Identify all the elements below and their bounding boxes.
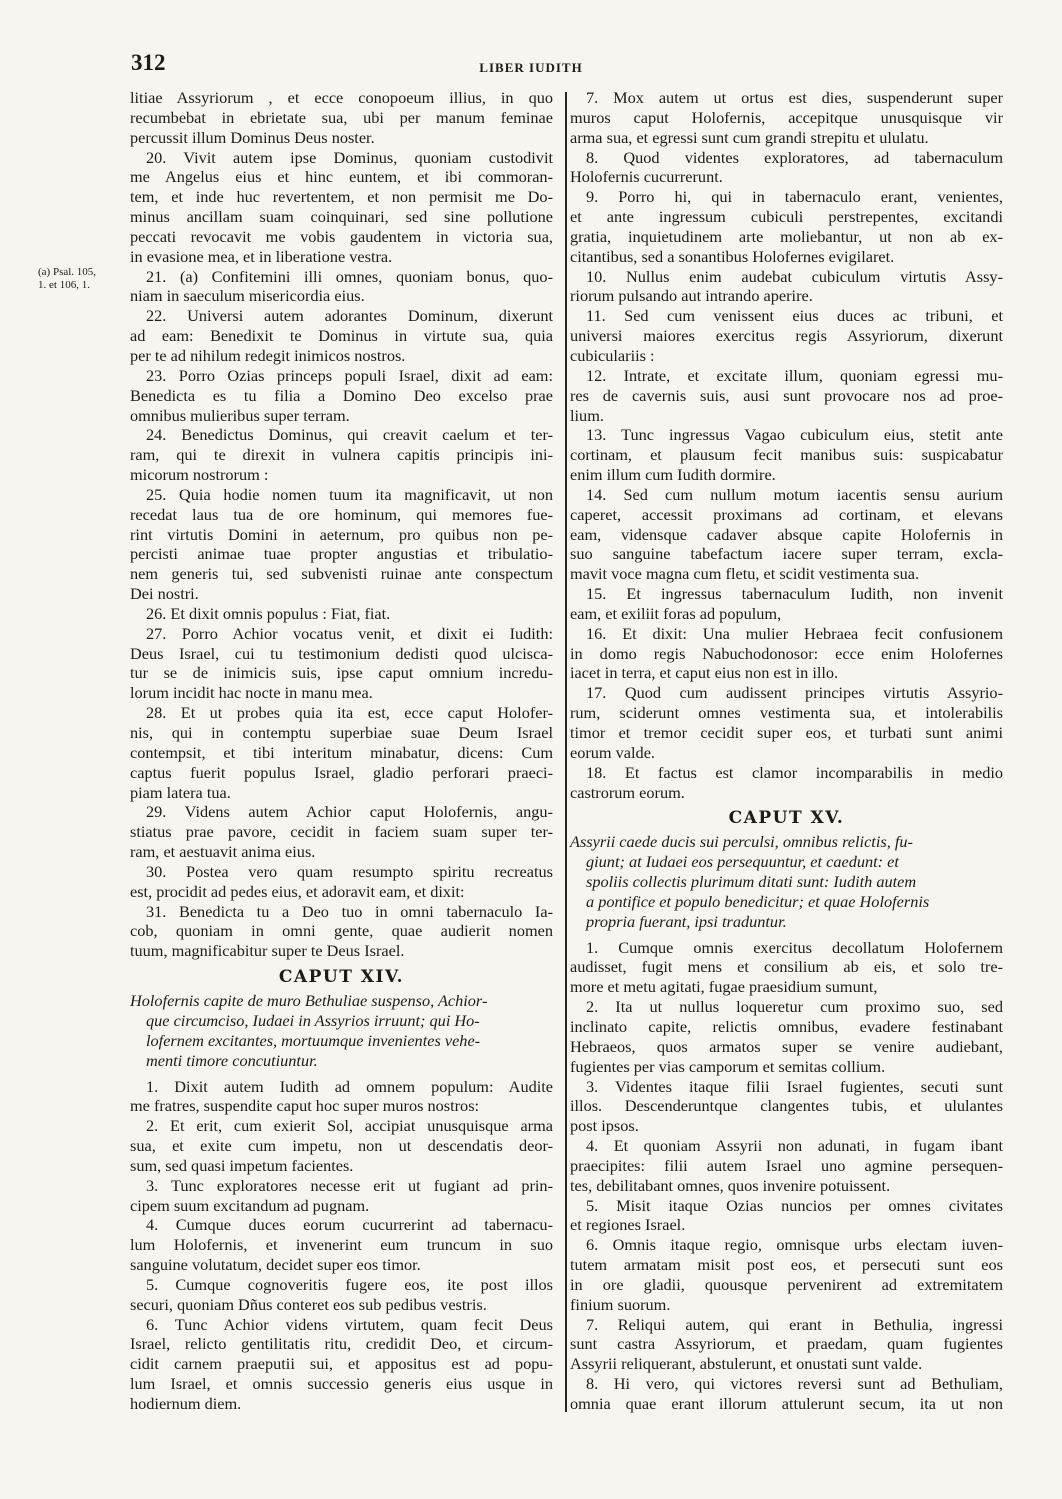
verse-paragraph — [130, 604, 553, 624]
text-line: suo sanguine tabefactum iacere super terram, excla- — [570, 544, 1003, 564]
text-line: more et metu agitati, fugae praesidium sumunt, — [570, 977, 878, 997]
chapter-heading: CAPUT XV. — [728, 808, 845, 829]
text-line: sunt castra Assyriorum, et praedam, quam fugientes — [570, 1334, 1003, 1354]
text-line: 23. Porro Ozias princeps populi Israel, dixit ad eam: — [146, 365, 553, 385]
verse-paragraph — [130, 148, 553, 267]
text-line: percussit illum Dominus Deus noster. — [130, 127, 375, 147]
text-line: 17. Quod cum audissent principes virtutis Assyrio- — [586, 683, 1003, 703]
text-line: fugientes per vias camporum et semitas collium. — [570, 1056, 886, 1076]
text-line: 31. Benedicta tu a Deo tuo in omni tabernaculo Ia- — [146, 901, 553, 921]
text-line: lum Holofernis, et invenerint eum truncum in suo — [130, 1235, 553, 1255]
verse-paragraph — [570, 584, 1003, 624]
right-column — [570, 88, 1003, 1414]
text-line: hodiernum diem. — [130, 1394, 242, 1413]
text-line: 18. Et factus est clamor incomparabilis in medio — [586, 762, 1003, 782]
text-line: 10. Nullus enim audebat cubiculum virtutis Assy- — [586, 266, 1003, 286]
text-line: 5. Misit itaque Ozias nuncios per omnes civitates — [586, 1195, 1003, 1215]
text-line: rint virtutis Domini in aeternum, pro quibus non pe- — [130, 524, 553, 544]
text-line: tur se de inimicis suis, ipse caput omnium incredu- — [130, 663, 553, 683]
text-line: est, procidit ad pedes eius, et adoravit eam, et dixit: — [130, 881, 465, 901]
text-line: niam in saeculum misericordia eius. — [130, 286, 365, 306]
text-line: 22. Universi autem adorantes Dominum, dixerunt — [146, 306, 553, 326]
text-line: 3. Tunc exploratores necesse erit ut fugiant ad prin- — [146, 1175, 553, 1195]
margin-note — [38, 266, 96, 292]
text-line: giunt; at Iudaei eos persequuntur, et caedunt: et — [586, 852, 899, 872]
text-line: 8. Hi vero, qui victores reversi sunt ad Bethuliam, — [586, 1374, 1003, 1394]
text-line: menti timore concutiuntur. — [146, 1050, 318, 1070]
text-line: tes, debilitabant omnes, quos invenire potuissent. — [570, 1175, 891, 1195]
text-line: tem, et inde huc revertentem, et non permisit me Do- — [130, 187, 553, 207]
text-line: securi, quoniam Dñus conteret eos sub pedibus vestris. — [130, 1294, 487, 1314]
text-line: citantibus, sed a sonantibus Holofernes evigilaret. — [570, 246, 895, 266]
text-line: recedat laus tua de ore hominum, qui memores fue- — [130, 504, 553, 524]
text-line: Assyrii caede ducis sui perculsi, omnibus relictis, fu- — [570, 832, 913, 852]
text-line: stiatus prae pavore, cecidit in faciem suam super ter- — [130, 822, 553, 842]
text-line: sum, sed quasi impetum facientes. — [130, 1155, 354, 1175]
verse-paragraph — [570, 425, 1003, 485]
text-line: et regiones Israel. — [570, 1215, 686, 1235]
text-line: sanguine volutatum, decidet super eos timor. — [130, 1255, 421, 1275]
chapter-summary — [570, 832, 1003, 931]
text-line: ram, qui te direxit in vulnera capitis principis ini- — [130, 445, 553, 465]
verse-paragraph — [130, 485, 553, 604]
text-line: litiae Assyriorum , et ecce conopoeum illius, in quo — [130, 88, 553, 107]
verse-paragraph — [570, 267, 1003, 307]
text-line: 5. Cumque cognoveritis fugere eos, ite post illos — [146, 1274, 553, 1294]
text-line: ram, et aestuavit anima eius. — [130, 842, 316, 862]
text-line: per te ad nihilum redegit inimicos nostros. — [130, 345, 406, 365]
text-line: in ore gladii, quousque pervenirent ad extremitatem — [570, 1274, 1003, 1294]
chapter-summary — [130, 991, 553, 1070]
verse-paragraph — [130, 862, 553, 902]
text-line: 1. Dixit autem Iudith ad omnem populum: Audite — [146, 1076, 553, 1096]
text-line: a pontifice et populo benedicitur; et quae Holofernis — [586, 891, 930, 911]
text-line: 20. Vivit autem ipse Dominus, quoniam custodivit — [146, 147, 553, 167]
text-line: cipem suum excitandum ad pugnam. — [130, 1195, 370, 1215]
verse-paragraph — [570, 1196, 1003, 1236]
text-line: 27. Porro Achior vocatus venit, et dixit ei Iudith: — [146, 623, 553, 643]
chapter-heading: CAPUT XIV. — [278, 967, 405, 988]
left-column — [130, 88, 553, 1414]
text-line: timor et tremor cecidit super eos, et turbati sunt animi — [570, 723, 1003, 742]
text-line: nis, qui in contemptu superbiae suae Deum Israel — [130, 723, 553, 742]
text-line: rum, sciderunt omnes vestimenta sua, et intolerabilis — [570, 703, 1003, 723]
text-line: 21. (a) Confitemini illi omnes, quoniam bonus, quo- — [146, 266, 553, 286]
verse-paragraph — [130, 267, 553, 307]
text-line: Hebraeos, quos armatos super se venire audiebant, — [570, 1036, 1003, 1056]
text-line: peccati revocavit me vobis gaudentem in victoria sua, — [130, 226, 553, 246]
text-line: 14. Sed cum nullum motum iacentis sensu aurium — [586, 484, 1003, 504]
verse-paragraph — [570, 624, 1003, 684]
text-line: 4. Et quoniam Assyrii non adunati, in fugam ibant — [586, 1136, 1003, 1156]
text-line: 26. Et dixit omnis populus : Fiat, fiat. — [146, 603, 391, 623]
text-line: Benedicta es tu filia a Domino Deo excelso prae — [130, 385, 553, 405]
verse-paragraph — [570, 187, 1003, 266]
verse-paragraph — [570, 148, 1003, 188]
text-line: iacet in terra, et caput eius non est in illo. — [570, 663, 839, 683]
text-line: 29. Videns autem Achior caput Holofernis, angu- — [146, 802, 553, 822]
text-line: mavit voce magna cum fletu, et scidit vestimenta sua. — [570, 564, 920, 584]
text-line: cob, quoniam in omni gente, quae audierit nomen — [130, 921, 553, 941]
verse-paragraph — [130, 1077, 553, 1117]
text-line: lium. — [570, 405, 604, 425]
verse-paragraph — [130, 88, 553, 148]
text-line: arma sua, et egressi sunt cum grandi strepitu et ululatu. — [570, 127, 929, 147]
text-line: Israel, relicto gentilitatis ritu, credidit Deo, et circum- — [130, 1334, 553, 1354]
text-line: 7. Mox autem ut ortus est dies, suspenderunt super — [586, 88, 1003, 107]
text-line: Holofernis capite de muro Bethuliae suspenso, Achior- — [130, 991, 488, 1011]
running-title: LIBER IUDITH — [479, 60, 583, 75]
text-line: 2. Et erit, cum exierit Sol, accipiat unusquisque arma — [146, 1116, 553, 1136]
text-line: Assyrii reliquerant, abstulerunt, et onustati sunt valde. — [570, 1354, 923, 1374]
text-line: 13. Tunc ingressus Vagao cubiculum eius, stetit ante — [586, 425, 1003, 445]
text-line: 24. Benedictus Dominus, qui creavit caelum et ter- — [146, 425, 553, 445]
text-line: post ipsos. — [570, 1116, 639, 1136]
text-line: 8. Quod videntes exploratores, ad tabernaculum — [586, 147, 1003, 167]
verse-paragraph — [570, 485, 1003, 584]
text-line: eorum valde. — [570, 742, 655, 762]
verse-paragraph — [130, 1315, 553, 1414]
verse-paragraph — [130, 1275, 553, 1315]
text-line: universi maiores exercitus regis Assyriorum, dixerunt — [570, 326, 1003, 346]
text-line: ad eam: Benedixit te Dominus in virtute sua, quia — [130, 326, 553, 346]
text-line: castrorum eorum. — [570, 782, 685, 802]
verse-paragraph — [130, 1116, 553, 1176]
text-line: 16. Et dixit: Una mulier Hebraea fecit confusionem — [586, 623, 1003, 643]
text-line: minus ancillam suam coinquinari, sed sine pollutione — [130, 207, 553, 227]
text-line: Holofernis cucurrerunt. — [570, 167, 723, 187]
margin-note-line: 1. et 106, 1. — [38, 279, 90, 291]
verse-paragraph — [570, 1077, 1003, 1137]
text-line: illos. Descenderuntque clangentes tubis, et ululantes — [570, 1096, 1003, 1116]
verse-paragraph — [570, 1235, 1003, 1314]
text-line: 9. Porro hi, qui in tabernaculo erant, venientes, — [586, 187, 1003, 207]
text-line: enim illum cum Iudith dormire. — [570, 465, 776, 485]
verse-paragraph — [130, 306, 553, 366]
text-line: in domo regis Nabuchodonosor: ecce enim Holofernes — [570, 643, 1003, 663]
verse-paragraph — [570, 1374, 1003, 1414]
text-line: caperet, accessit proximans ad cortinam, et elevans — [570, 504, 1003, 524]
text-line: me Angelus eius et hinc euntem, et ibi commoran- — [130, 167, 553, 187]
text-line: lorum incidit hac nocte in manu mea. — [130, 683, 373, 703]
text-line: lofernem excitantes, mortuumque invenientes vehe- — [146, 1030, 481, 1050]
text-line: 12. Intrate, et excitate illum, quoniam egressi mu- — [586, 365, 1003, 385]
text-line: gratia, inquietudinem arte moliebantur, ut non ab ex- — [570, 226, 1003, 246]
text-line: 30. Postea vero quam resumpto spiritu recreatus — [146, 861, 553, 881]
text-line: 25. Quia hodie nomen tuum ita magnificavit, ut non — [146, 484, 553, 504]
text-line: et ante ingressum cubiculi perstrepentes, excitandi — [570, 207, 1003, 227]
text-line: tuum, magnificabitur super te Deus Israel. — [130, 941, 405, 961]
text-line: nem generis tui, sed subvenisti ruinae ante conspectum — [130, 564, 553, 584]
text-line: 4. Cumque duces eorum cucurrerint ad tabernacu- — [146, 1215, 553, 1235]
verse-paragraph — [130, 802, 553, 862]
margin-note-line: (a) Psal. 105, — [38, 266, 97, 278]
text-line: in evasione mea, et in liberatione vestra. — [130, 246, 393, 266]
text-line: Deus Israel, cui tu testimonium dedisti quod ulcisca- — [130, 643, 553, 663]
verse-paragraph — [130, 703, 553, 802]
text-line: audisset, fugit mens et consilium ab eis, et solo tre- — [570, 957, 1003, 977]
verse-paragraph — [570, 306, 1003, 366]
text-line: percisti animae tuae propter angustias et tribulatio- — [130, 544, 553, 564]
text-line: 28. Et ut probes quia ita est, ecce caput Holofer- — [146, 703, 553, 723]
verse-paragraph — [570, 88, 1003, 148]
text-line: recumbebat in ebrietate sua, ubi per manum feminae — [130, 107, 553, 127]
verse-paragraph — [570, 997, 1003, 1076]
text-line: riorum pulsando aut intrando aperire. — [570, 286, 813, 306]
text-line: inclinato capite, relictis omnibus, evadere festinabant — [570, 1016, 1003, 1036]
verse-paragraph — [570, 763, 1003, 803]
text-line: res de cavernis suis, ausi sunt provocare nos ad proe- — [570, 385, 1003, 405]
text-line: captus fuerit populus Israel, gladio perforari praeci- — [130, 762, 553, 782]
column-divider — [565, 92, 567, 1412]
text-line: propria fuerant, ipsi traduntur. — [586, 911, 787, 931]
text-line: 1. Cumque omnis exercitus decollatum Holofernem — [586, 937, 1003, 957]
verse-paragraph — [130, 366, 553, 426]
verse-paragraph — [570, 938, 1003, 998]
text-line: cortinam, et plausum fecit manibus suis: suspicabatur — [570, 445, 1003, 465]
text-line: 6. Tunc Achior videns virtutem, quam fecit Deus — [146, 1314, 553, 1334]
verse-paragraph — [570, 683, 1003, 762]
text-line: 15. Et ingressus tabernaculum Iudith, non invenit — [586, 584, 1003, 604]
page-number: 312 — [131, 50, 166, 75]
text-line: praecipites: filii autem Israel uno agmine persequen- — [570, 1155, 1003, 1175]
text-line: contempsit, et tibi interitum minabatur, dicens: Cum — [130, 742, 553, 762]
text-line: eam, vidensque cadaver absque capite Holofernis in — [570, 524, 1003, 544]
text-line: cidit carnem praeputii sui, et appositus est ad popu- — [130, 1354, 553, 1374]
text-line: sua, et exite cum impetu, non ut descendatis deor- — [130, 1136, 553, 1156]
text-line: spoliis collectis plurimum ditati sunt: Iudith autem — [586, 872, 917, 892]
verse-paragraph — [570, 366, 1003, 426]
text-line: lum Israel, et omnis successio generis eius usque in — [130, 1374, 553, 1394]
text-line: eam, et exiliit foras ad populum, — [570, 603, 782, 623]
text-line: omnibus mulieribus super terram. — [130, 405, 350, 425]
text-line: cubiculariis : — [570, 345, 655, 365]
verse-paragraph — [130, 624, 553, 703]
text-line: tutem armatam misit post eos, et persecuti sunt eos — [570, 1255, 1003, 1275]
text-line: muros caput Holofernis, accepitque unusquisque vir — [570, 107, 1003, 127]
text-line: piam latera tua. — [130, 782, 231, 802]
text-line: micorum nostrorum : — [130, 465, 269, 485]
verse-paragraph — [570, 1136, 1003, 1196]
verse-paragraph — [130, 425, 553, 485]
text-line: 6. Omnis itaque regio, omnisque urbs electam iuven- — [586, 1235, 1003, 1255]
text-line: finium suorum. — [570, 1294, 671, 1314]
text-line: 11. Sed cum venissent eius duces ac tribuni, et — [586, 306, 1003, 326]
text-line: Dei nostri. — [130, 584, 199, 604]
text-line: 3. Videntes itaque filii Israel fugientes, secuti sunt — [586, 1076, 1003, 1096]
text-line: que circumciso, Iudaei in Assyrios irruunt; qui Ho- — [146, 1010, 480, 1030]
text-line: omnia quae erant illorum attulerunt secum, ita ut non — [570, 1394, 1003, 1413]
verse-paragraph — [570, 1315, 1003, 1375]
verse-paragraph — [130, 1176, 553, 1216]
verse-paragraph — [130, 1215, 553, 1275]
text-line: 2. Ita ut nullus loqueretur cum proximo suo, sed — [586, 997, 1003, 1017]
text-line: 7. Reliqui autem, qui erant in Bethulia, ingressi — [586, 1314, 1003, 1334]
verse-paragraph — [130, 902, 553, 962]
text-line: me fratres, suspendite caput hoc super muros nostros: — [130, 1096, 480, 1116]
